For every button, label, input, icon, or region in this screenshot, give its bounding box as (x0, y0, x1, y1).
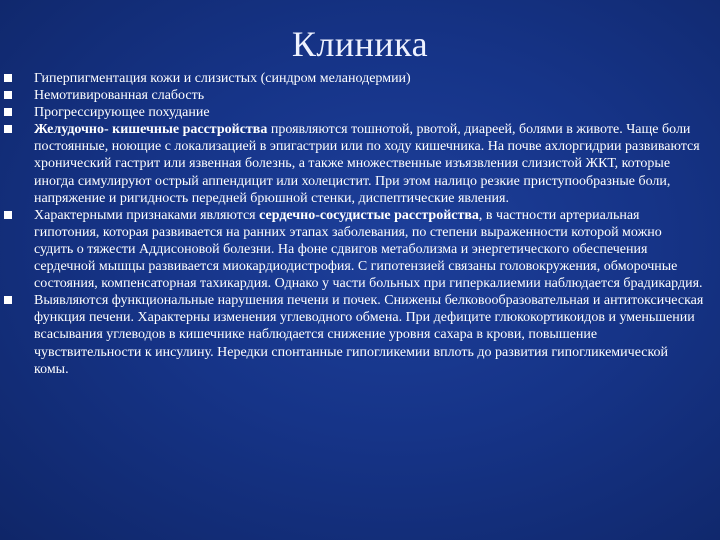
bullet-text: Немотивированная слабость (34, 88, 205, 104)
list-item (0, 121, 720, 206)
bullet-text: проявляются тошнотой, рвотой, диареей, болями в животе. Чаще боли постоянные, ноющие с локализацией в эпигастрии или по ходу кишечника. На почве ахлоргидрии развиваются хронический гастрит или язвенная болезнь, а также множественные изъязвления слизистой ЖКТ, которые иногда симулируют острый аппендицит или холецистит. При этом налицо резкие приступообразные боли, напряжение и ригидность передней брюшной стенки, диспептические явления. (34, 122, 700, 206)
bullet-list (0, 70, 720, 378)
list-item (0, 207, 720, 292)
bullet-text: Гиперпигментация кожи и слизистых (синдром меланодермии) (34, 71, 411, 86)
bullet-text: , в частности артериальная гипотония, которая развивается на ранних этапах заболевания, по степени выраженности которой можно судить о тяжести Аддисоновой болезни. На фоне сдвигов метаболизма и энергетического обеспечения сердечной мышцы развивается миокардиодистрофия. С гипотензией связаны головокружения, обморочные состояния, компенсаторная тахикардия. Однако у части больных при гиперкалиемии наблюдается брадикардия. (34, 207, 703, 292)
square-bullet-icon (4, 211, 12, 219)
square-bullet-icon (4, 296, 12, 304)
bullet-lead: Характерными признаками являются (34, 207, 260, 223)
bullet-text: Прогрессирующее похудание (34, 105, 210, 121)
square-bullet-icon (4, 125, 12, 133)
bullet-emphasis: Желудочно- кишечные расстройства (34, 122, 268, 138)
slide-title: Клиника (291, 24, 429, 64)
square-bullet-icon (4, 108, 12, 116)
list-item (0, 104, 720, 121)
bullet-emphasis: сердечно-сосудистые расстройства (259, 207, 479, 223)
list-item (0, 87, 720, 104)
square-bullet-icon (4, 91, 12, 99)
bullet-text: Выявляются функциональные нарушения печени и почек. Снижены белковообразовательная и антитоксическая функция печени. Характерны изменения углеводного обмена. При дефиците глюкокортикоидов и уменьшении всасывания углеводов в кишечнике наблюдается снижение уровня сахара в крови, повышение чувствительности к инсулину. Нередки спонтанные гипогликемии вплоть до развития гипогликемической комы. (34, 293, 704, 377)
list-item (0, 292, 720, 377)
square-bullet-icon (4, 74, 12, 82)
list-item (0, 70, 720, 87)
